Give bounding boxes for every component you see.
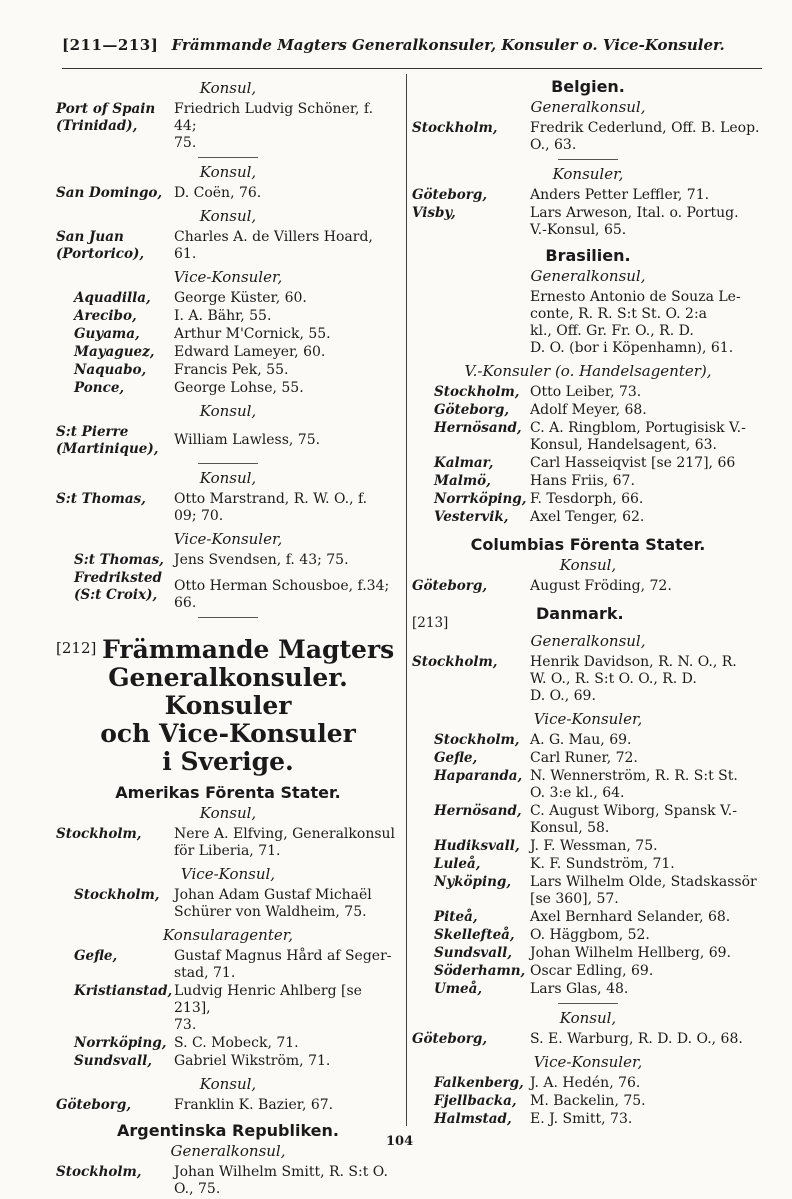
entry	[56, 101, 400, 152]
role-heading: Konsul,	[199, 1075, 257, 1093]
entry-place: Luleå,	[434, 856, 481, 872]
entry-name: S. E. Warburg, R. D. D. O., 68.	[530, 1031, 743, 1047]
entry	[412, 981, 764, 998]
entry-name: Adolf Meyer, 68.	[530, 402, 647, 418]
entry-name: J. F. Wessman, 75.	[530, 838, 658, 854]
role-heading: Konsul,	[199, 207, 257, 225]
entry-name: Nere A. Elfving, Generalkonsul för Liberia, 71.	[174, 826, 396, 859]
entry-name: Gabriel Wikström, 71.	[174, 1053, 331, 1069]
entry	[412, 491, 764, 508]
role-heading: Konsul,	[559, 1009, 617, 1027]
entry-name: Anders Petter Leffler, 71.	[530, 187, 710, 203]
entry-name: S. C. Mobeck, 71.	[174, 1035, 299, 1051]
entry	[56, 1035, 400, 1052]
entry-name: Henrik Davidson, R. N. O., R. W. O., R. S:t O. O., R. D. D. O., 69.	[530, 654, 737, 704]
entry-name: Edward Lameyer, 60.	[174, 344, 326, 360]
role-heading: Konsul,	[199, 469, 257, 487]
role-heading: Generalkonsul,	[530, 267, 646, 285]
entry-place: Mayaguez,	[74, 344, 155, 360]
entry-place: Stockholm,	[56, 826, 142, 842]
role-heading: Generalkonsul,	[530, 632, 646, 650]
entry-place: Malmö,	[434, 473, 491, 489]
country-heading: Amerikas Förenta Stater.	[115, 783, 341, 802]
entry-place: Stockholm,	[56, 1164, 142, 1180]
entry-place: Gefle,	[74, 948, 118, 964]
entry-name: George Lohse, 55.	[174, 380, 304, 396]
entry-place: San Domingo,	[56, 185, 163, 201]
entry	[412, 768, 764, 802]
entry	[56, 326, 400, 343]
entry-name: Fredrik Cederlund, Off. B. Leop. O., 63.	[530, 120, 760, 153]
entry-name: K. F. Sundström, 71.	[530, 856, 675, 872]
entry-name: Lars Glas, 48.	[530, 981, 629, 997]
entry	[412, 384, 764, 401]
entry-name: Charles A. de Villers Hoard, 61.	[174, 229, 373, 262]
entry	[412, 732, 764, 749]
entry-place: S:t Thomas,	[56, 491, 146, 507]
entry-name: Ludvig Henric Ahlberg [se 213], 73.	[174, 983, 362, 1033]
entry	[56, 424, 400, 458]
role-heading: Konsuler,	[552, 165, 624, 183]
entry-place: Vestervik,	[434, 509, 509, 525]
entry-name: Lars Arweson, Ital. o. Portug. V.-Konsul, 65.	[530, 205, 739, 238]
entry-name: Otto Leiber, 73.	[530, 384, 642, 400]
running-header	[62, 36, 762, 54]
entry	[412, 402, 764, 419]
entry	[56, 552, 400, 569]
entry	[412, 205, 764, 239]
entry-place: Ponce,	[74, 380, 125, 396]
entry-name: Axel Tenger, 62.	[530, 509, 645, 525]
entry	[56, 362, 400, 379]
header-title: Främmande Magters Generalkonsuler, Konsuler o. Vice-Konsuler.	[171, 36, 725, 54]
role-heading: Generalkonsul,	[530, 98, 646, 116]
entry-place: Göteborg,	[434, 402, 510, 418]
entry-name: F. Tesdorph, 66.	[530, 491, 644, 507]
entry-name: Arthur M'Cornick, 55.	[174, 326, 331, 342]
entry	[56, 1164, 400, 1198]
country-heading: Danmark.	[536, 604, 624, 623]
entry-name: Johan Wilhelm Hellberg, 69.	[530, 945, 731, 961]
entry	[412, 945, 764, 962]
entry	[56, 983, 400, 1034]
entry	[412, 509, 764, 526]
entry-name: E. J. Smitt, 73.	[530, 1111, 633, 1127]
entry-name: George Küster, 60.	[174, 290, 307, 306]
entry-place: Gefle,	[434, 750, 478, 766]
entry-place: Falkenberg,	[434, 1075, 524, 1091]
vice-list	[412, 732, 764, 998]
entry-name: Franklin K. Bazier, 67.	[174, 1097, 334, 1113]
entry-place: Umeå,	[434, 981, 483, 997]
entry-place: Norrköping,	[74, 1035, 167, 1051]
entry-place: Guyama,	[74, 326, 140, 342]
entry-name: Carl Runer, 72.	[530, 750, 638, 766]
entry-place: Sundsvall,	[434, 945, 512, 961]
entry	[412, 803, 764, 837]
role-heading: Vice-Konsul,	[180, 865, 276, 883]
role-heading: Konsul,	[199, 163, 257, 181]
entry-place: Göteborg,	[412, 187, 488, 203]
section-title-line: Främmande Magters	[102, 635, 395, 664]
entry	[412, 856, 764, 873]
divider-rule	[198, 157, 258, 158]
entry	[412, 909, 764, 926]
country-heading: Argentinska Republiken.	[117, 1121, 339, 1140]
entry-name: Carl Hasseiqvist [se 217], 66	[530, 455, 736, 471]
entry-place: Göteborg,	[412, 578, 488, 594]
entry-place: Haparanda,	[434, 768, 523, 784]
entry	[56, 308, 400, 325]
entry	[412, 578, 764, 595]
entry-name: Hans Friis, 67.	[530, 473, 635, 489]
vice-list	[56, 290, 400, 397]
entry-name: Jens Svendsen, f. 43; 75.	[174, 552, 349, 568]
entry	[412, 874, 764, 908]
entry-place: Visby,	[412, 205, 456, 221]
entry	[56, 229, 400, 263]
entry-name: D. Coën, 76.	[174, 185, 262, 201]
entry-place: Hudiksvall,	[434, 838, 520, 854]
entry-place: Piteå,	[434, 909, 478, 925]
entry-place: Norrköping,	[434, 491, 527, 507]
entry-name: O. Häggbom, 52.	[530, 927, 650, 943]
role-heading: Konsul,	[559, 556, 617, 574]
entry	[56, 344, 400, 361]
entry-name: Friedrich Ludvig Schöner, f. 44; 75.	[174, 101, 374, 151]
entry	[412, 1093, 764, 1110]
right-column	[412, 74, 764, 1129]
page-number: 104	[386, 1134, 414, 1149]
role-heading: Konsularagenter,	[162, 926, 294, 944]
entry-place: Nyköping,	[434, 874, 512, 890]
entry-place: Naquabo,	[74, 362, 147, 378]
entry-name: Oscar Edling, 69.	[530, 963, 654, 979]
role-heading: Konsul,	[199, 804, 257, 822]
page-range: [211—213]	[62, 36, 159, 54]
entry-place: San Juan (Portorico),	[56, 229, 145, 262]
entry	[412, 420, 764, 454]
entry	[412, 927, 764, 944]
role-heading: Konsul,	[199, 402, 257, 420]
entry	[412, 1111, 764, 1128]
country-heading: Belgien.	[551, 77, 625, 96]
entry-place: Halmstad,	[434, 1111, 512, 1127]
entry-name: William Lawless, 75.	[174, 432, 321, 448]
entry-name: N. Wennerström, R. R. S:t St. O. 3:e kl., 64.	[530, 768, 738, 801]
entry	[412, 605, 764, 632]
divider-rule	[198, 463, 258, 464]
entry-name: J. A. Hedén, 76.	[530, 1075, 641, 1091]
entry	[56, 491, 400, 525]
entry-place: Skellefteå,	[434, 927, 515, 943]
entry	[412, 473, 764, 490]
entry	[56, 1053, 400, 1070]
entry-place: S:t Thomas,	[74, 552, 164, 568]
section-number: [212]	[56, 639, 97, 657]
entry-place: Port of Spain (Trinidad),	[56, 101, 156, 134]
entry-place: Göteborg,	[412, 1031, 488, 1047]
role-heading: Konsul,	[199, 79, 257, 97]
entry-name: Francis Pek, 55.	[174, 362, 289, 378]
vice-list	[412, 1075, 764, 1128]
entry-place: Hernösand,	[434, 420, 522, 436]
entry	[56, 570, 400, 612]
section-title-line: Generalkonsuler. Konsuler	[108, 663, 348, 720]
entry-name: Otto Herman Schousboe, f.34; 66.	[174, 578, 390, 611]
entry-place: Stockholm,	[434, 732, 520, 748]
entry	[412, 120, 764, 154]
entry	[412, 1031, 764, 1048]
konsul-list	[412, 187, 764, 239]
entry-place: Kalmar,	[434, 455, 494, 471]
header-rule	[62, 68, 762, 69]
entry	[56, 887, 400, 921]
section-title-line: och Vice-Konsuler	[100, 719, 356, 748]
entry-place: Stockholm,	[412, 120, 498, 136]
divider-rule	[558, 159, 618, 160]
entry-place: S:t Pierre (Martinique),	[56, 424, 159, 457]
entry	[56, 185, 400, 202]
entry	[412, 1075, 764, 1092]
left-column	[56, 74, 400, 1199]
entry	[412, 654, 764, 705]
entry-place: Göteborg,	[56, 1097, 132, 1113]
entry-place: Stockholm,	[412, 654, 498, 670]
entry	[56, 826, 400, 860]
entry-name: Ernesto Antonio de Souza Le- conte, R. R. S:t St. O. 2:a kl., Off. Gr. Fr. O., R. D. D. O. (bor i Köpenhamn), 61.	[530, 289, 741, 356]
role-heading: Vice-Konsuler,	[173, 530, 283, 548]
entry-name: Lars Wilhelm Olde, Stadskassör [se 360], 57.	[530, 874, 757, 907]
entry-place: Kristianstad,	[74, 983, 173, 999]
entry-name: I. A. Bähr, 55.	[174, 308, 272, 324]
divider-rule	[558, 1003, 618, 1004]
entry-name: M. Backelin, 75.	[530, 1093, 646, 1109]
country-heading: Brasilien.	[545, 246, 631, 265]
entry-name: C. A. Ringblom, Portugisisk V.- Konsul, Handelsagent, 63.	[530, 420, 746, 453]
entry	[412, 455, 764, 472]
entry	[412, 963, 764, 980]
vice-list	[412, 384, 764, 526]
role-heading: V.-Konsuler (o. Handelsagenter),	[464, 362, 712, 380]
entry	[56, 290, 400, 307]
entry-name: Gustaf Magnus Hård af Seger- stad, 71.	[174, 948, 392, 981]
country-heading: Columbias Förenta Stater.	[470, 535, 706, 554]
entry-place: Arecibo,	[74, 308, 137, 324]
column-divider	[406, 74, 407, 1126]
entry-place: Fredriksted (S:t Croix),	[74, 570, 162, 603]
entry-place: Sundsvall,	[74, 1053, 152, 1069]
entry-place: Stockholm,	[74, 887, 160, 903]
entry	[56, 948, 400, 982]
entry-name: Otto Marstrand, R. W. O., f. 09; 70.	[174, 491, 368, 524]
entry	[412, 838, 764, 855]
role-heading: Vice-Konsuler,	[533, 710, 643, 728]
entry-name: C. August Wiborg, Spansk V.- Konsul, 58.	[530, 803, 737, 836]
entry-place: Hernösand,	[434, 803, 522, 819]
entry	[412, 289, 764, 357]
entry-name: A. G. Mau, 69.	[530, 732, 632, 748]
role-heading: Generalkonsul,	[170, 1142, 286, 1160]
entry	[56, 1097, 400, 1114]
role-heading: Vice-Konsuler,	[533, 1053, 643, 1071]
entry-name: Axel Bernhard Selander, 68.	[530, 909, 731, 925]
entry-place: Fjellbacka,	[434, 1093, 517, 1109]
entry-place: Söderhamn,	[434, 963, 526, 979]
entry-name: Johan Wilhelm Smitt, R. S:t O. O., 75.	[174, 1164, 388, 1197]
section-heading	[56, 636, 400, 776]
divider-rule	[198, 617, 258, 618]
entry	[412, 187, 764, 204]
entry-place: Aquadilla,	[74, 290, 151, 306]
agent-list	[56, 948, 400, 1070]
entry-name: August Fröding, 72.	[530, 578, 672, 594]
section-title-line: i Sverige.	[162, 747, 294, 776]
role-heading: Vice-Konsuler,	[173, 268, 283, 286]
entry	[56, 380, 400, 397]
entry	[412, 750, 764, 767]
entry-place: Stockholm,	[434, 384, 520, 400]
section-number: [213]	[412, 615, 449, 631]
entry-name: Johan Adam Gustaf Michaël Schürer von Waldheim, 75.	[174, 887, 372, 920]
